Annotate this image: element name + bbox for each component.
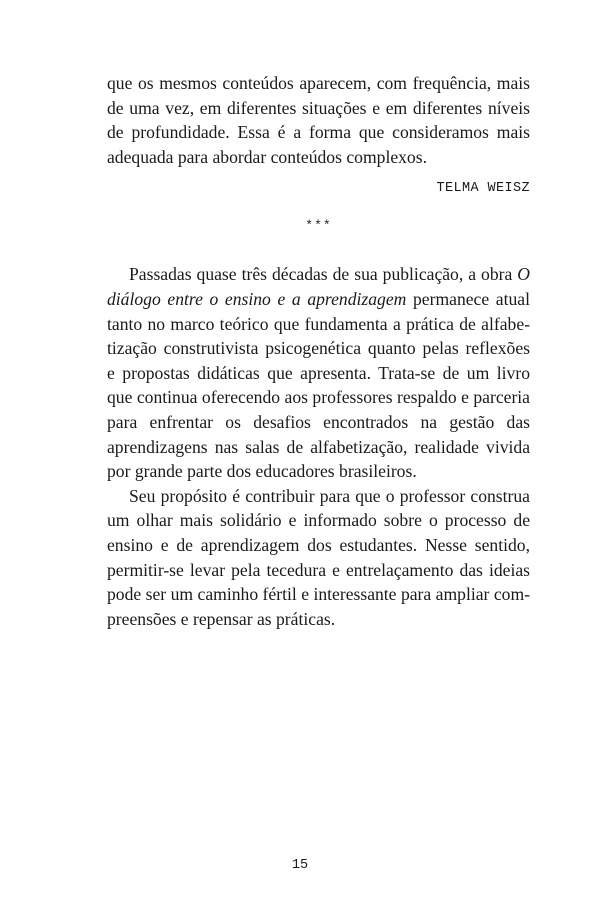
paragraph-2: Seu propósito é contribuir para que o professor construa um olhar mais solidário e informado sobre o processo de ensino e de aprendizagem dos estudantes. Nesse sentido, permitir-se levar pela tecedura e entrelaçamento das ideias pode ser um caminho fértil e interessante para ampliar compreensões e repensar as práticas. [107,485,530,629]
quote-author: TELMA WEISZ [436,181,530,197]
main-text [107,262,530,631]
paragraph-1-rest: permanece atual tanto no marco teórico que fundamenta a prática de alfabetização construtivista psicogenética quanto pelas reflexões e propostas didáticas que apresenta. Trata-se de um livro que continua oferecendo aos professores respaldo e parceria para enfrentar os desafios encontrados na gestão das aprendizagens nas salas de alfabetização, realidade vivida por grande parte dos educadores brasileiros. [107,288,530,482]
book-title: O diálogo entre o ensino e a aprendizagem [107,264,530,309]
quote-paragraph: que os mesmos conteúdos aparecem, com frequência, mais de uma vez, em diferentes situações e em diferentes níveis de profundidade. Essa é a forma que consideramos mais adequada para abordar conteúdos complexos. [107,73,530,167]
section-separator: *** [305,218,332,234]
page-number: 15 [291,858,309,873]
paragraph-1 [107,262,530,483]
page-body [107,71,530,631]
paragraph-1-intro: Passadas quase três décadas de sua publicação, a obra [129,264,518,285]
